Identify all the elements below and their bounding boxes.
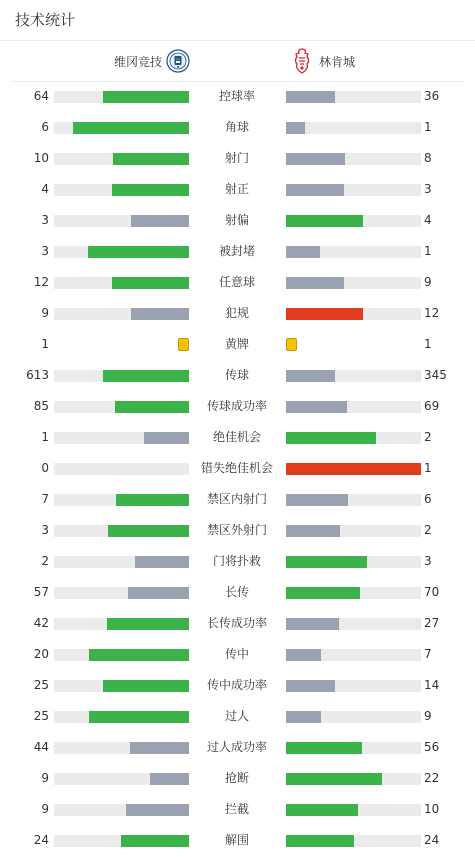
home-value: 7 (41, 492, 49, 506)
away-bar (286, 246, 320, 258)
home-bar (113, 153, 189, 165)
home-value: 3 (41, 244, 49, 258)
home-value: 0 (41, 461, 49, 475)
stat-label: 任意球 (218, 275, 255, 289)
home-bar-track (54, 308, 189, 320)
stat-label: 控球率 (218, 89, 255, 103)
home-bar (116, 494, 189, 506)
away-team[interactable] (293, 44, 355, 78)
stat-label: 传球成功率 (206, 399, 267, 413)
away-value: 22 (424, 771, 440, 785)
away-bar (286, 432, 376, 444)
wigan-athletic-crest-icon (166, 49, 190, 73)
away-bar-track (286, 587, 421, 599)
home-bar (131, 308, 189, 320)
away-bar (286, 587, 360, 599)
away-value: 56 (424, 740, 440, 754)
home-bar (89, 649, 189, 661)
teams-header (0, 44, 475, 78)
away-bar-track (286, 742, 421, 754)
home-value: 9 (41, 802, 49, 816)
away-bar-track (286, 618, 421, 630)
away-value: 12 (424, 306, 440, 320)
stat-row (0, 143, 475, 174)
home-bar-track (54, 401, 189, 413)
stat-label: 射门 (224, 151, 249, 165)
stat-row (0, 670, 475, 701)
home-bar-track (54, 463, 189, 475)
home-bar-track (54, 525, 189, 537)
home-team[interactable] (114, 44, 190, 78)
home-bar (144, 432, 189, 444)
stat-row (0, 484, 475, 515)
away-value: 70 (424, 585, 440, 599)
away-bar-track (286, 680, 421, 692)
away-value: 1 (424, 120, 432, 134)
home-value: 613 (26, 368, 49, 382)
home-bar-track (54, 556, 189, 568)
away-value: 345 (424, 368, 447, 382)
stat-label: 传中成功率 (206, 678, 267, 692)
home-bar (103, 91, 189, 103)
home-bar (126, 804, 189, 816)
stat-row (0, 81, 475, 112)
stat-label: 拦截 (224, 802, 249, 816)
stat-row (0, 329, 475, 360)
home-value: 1 (41, 337, 49, 351)
home-bar (89, 711, 189, 723)
stat-label: 解围 (224, 833, 249, 847)
away-bar-track (286, 556, 421, 568)
away-bar (286, 494, 348, 506)
home-value: 9 (41, 771, 49, 785)
away-value: 9 (424, 709, 432, 723)
away-bar (286, 91, 335, 103)
away-bar (286, 370, 335, 382)
away-value: 9 (424, 275, 432, 289)
away-bar-track (286, 463, 421, 475)
stat-label: 犯规 (224, 306, 249, 320)
home-bar-track (54, 618, 189, 630)
away-bar-track (286, 122, 421, 134)
title-divider (0, 40, 475, 41)
home-value: 20 (33, 647, 49, 661)
home-value: 64 (33, 89, 49, 103)
away-bar (286, 618, 339, 630)
stat-label: 抢断 (224, 771, 249, 785)
away-bar-track (286, 835, 421, 847)
home-value: 4 (41, 182, 49, 196)
away-bar (286, 711, 321, 723)
home-bar (88, 246, 189, 258)
stat-label: 门将扑救 (212, 554, 261, 568)
away-value: 36 (424, 89, 440, 103)
home-bar (112, 184, 189, 196)
home-value: 12 (33, 275, 49, 289)
home-value: 25 (33, 678, 49, 692)
home-value: 6 (41, 120, 49, 134)
home-bar (121, 835, 189, 847)
away-bar (286, 308, 363, 320)
away-bar (286, 773, 382, 785)
stat-row (0, 608, 475, 639)
away-value: 8 (424, 151, 432, 165)
away-value: 7 (424, 647, 432, 661)
home-value: 1 (41, 430, 49, 444)
home-value: 42 (33, 616, 49, 630)
home-bar-track (54, 742, 189, 754)
away-value: 69 (424, 399, 440, 413)
stat-label: 角球 (224, 120, 249, 134)
away-bar-track (286, 649, 421, 661)
away-bar (286, 525, 340, 537)
away-value: 3 (424, 182, 432, 196)
home-bar-track (54, 680, 189, 692)
home-value: 2 (41, 554, 49, 568)
home-value: 3 (41, 213, 49, 227)
away-value: 4 (424, 213, 432, 227)
away-bar (286, 742, 362, 754)
home-bar (112, 277, 189, 289)
away-value: 2 (424, 523, 432, 537)
away-bar (286, 401, 347, 413)
away-bar-track (286, 184, 421, 196)
stat-label: 禁区内射门 (206, 492, 267, 506)
stat-row (0, 794, 475, 825)
home-bar (73, 122, 189, 134)
stat-row (0, 391, 475, 422)
home-bar-track (54, 153, 189, 165)
home-bar-track (54, 804, 189, 816)
stat-row (0, 515, 475, 546)
home-value: 24 (33, 833, 49, 847)
away-value: 1 (424, 244, 432, 258)
home-bar (128, 587, 189, 599)
home-bar-track (54, 773, 189, 785)
home-value: 57 (33, 585, 49, 599)
away-bar-track (286, 711, 421, 723)
home-bar-track (54, 370, 189, 382)
home-bar-track (54, 432, 189, 444)
stat-row (0, 205, 475, 236)
away-bar-track (286, 370, 421, 382)
stat-row (0, 422, 475, 453)
stat-row (0, 453, 475, 484)
home-bar-track (54, 711, 189, 723)
away-bar-track (286, 308, 421, 320)
away-bar-track (286, 525, 421, 537)
home-bar-track (54, 649, 189, 661)
stat-label: 长传成功率 (206, 616, 267, 630)
away-value: 2 (424, 430, 432, 444)
stat-label: 禁区外射门 (206, 523, 267, 537)
away-bar-track (286, 804, 421, 816)
away-bar-track (286, 153, 421, 165)
home-bar (115, 401, 189, 413)
away-bar (286, 153, 345, 165)
home-bar-track (54, 494, 189, 506)
lincoln-city-crest-icon (293, 48, 311, 74)
away-bar (286, 122, 305, 134)
away-bar (286, 215, 363, 227)
away-bar (286, 680, 335, 692)
home-bar-track (54, 215, 189, 227)
home-bar (103, 370, 189, 382)
stat-label: 过人成功率 (206, 740, 267, 754)
away-bar (286, 184, 344, 196)
away-bar-track (286, 401, 421, 413)
stat-row (0, 701, 475, 732)
stat-row (0, 763, 475, 794)
home-bar-track (54, 277, 189, 289)
stat-row (0, 236, 475, 267)
stat-row (0, 546, 475, 577)
away-yellow-card-icon (286, 338, 297, 351)
stat-label: 被封堵 (218, 244, 255, 258)
stat-label: 黄牌 (224, 337, 249, 351)
stat-row (0, 639, 475, 670)
home-bar (103, 680, 189, 692)
stat-row (0, 732, 475, 763)
stat-label: 长传 (224, 585, 249, 599)
stat-row (0, 174, 475, 205)
home-bar-track (54, 122, 189, 134)
away-value: 3 (424, 554, 432, 568)
away-bar-track (286, 432, 421, 444)
stat-label: 错失绝佳机会 (200, 461, 273, 475)
stat-label: 射偏 (224, 213, 249, 227)
stat-label: 传球 (224, 368, 249, 382)
home-value: 3 (41, 523, 49, 537)
home-bar-track (54, 835, 189, 847)
stat-row (0, 360, 475, 391)
away-bar-track (286, 494, 421, 506)
away-value: 6 (424, 492, 432, 506)
away-bar (286, 649, 321, 661)
stat-row (0, 112, 475, 143)
home-value: 25 (33, 709, 49, 723)
away-bar-track (286, 773, 421, 785)
away-value: 10 (424, 802, 440, 816)
home-value: 85 (33, 399, 49, 413)
home-bar (130, 742, 189, 754)
away-value: 1 (424, 337, 432, 351)
away-value: 24 (424, 833, 440, 847)
stat-row (0, 825, 475, 856)
stats-list (0, 81, 475, 856)
stat-label: 传中 (224, 647, 249, 661)
page-title: 技术统计 (15, 11, 76, 29)
home-bar-track (54, 587, 189, 599)
away-bar (286, 835, 354, 847)
away-value: 27 (424, 616, 440, 630)
home-bar (107, 618, 189, 630)
away-team-name: 林肯城 (319, 54, 356, 69)
home-value: 9 (41, 306, 49, 320)
away-bar (286, 463, 421, 475)
away-bar-track (286, 91, 421, 103)
away-bar (286, 804, 358, 816)
away-value: 14 (424, 678, 440, 692)
home-team-name: 维冈竞技 (113, 54, 162, 69)
away-bar-track (286, 246, 421, 258)
home-yellow-card-icon (178, 338, 189, 351)
away-bar (286, 277, 344, 289)
stat-row (0, 298, 475, 329)
stat-label: 过人 (224, 709, 249, 723)
stat-label: 绝佳机会 (212, 430, 261, 444)
away-bar (286, 556, 367, 568)
home-bar (108, 525, 189, 537)
stat-row (0, 267, 475, 298)
home-value: 10 (33, 151, 49, 165)
home-bar-track (54, 91, 189, 103)
home-value: 44 (33, 740, 49, 754)
home-bar-track (54, 184, 189, 196)
home-bar (131, 215, 189, 227)
stat-row (0, 577, 475, 608)
away-bar-track (286, 277, 421, 289)
away-bar-track (286, 215, 421, 227)
stat-label: 射正 (224, 182, 249, 196)
away-value: 1 (424, 461, 432, 475)
home-bar-track (54, 246, 189, 258)
home-bar (150, 773, 189, 785)
home-bar (135, 556, 189, 568)
